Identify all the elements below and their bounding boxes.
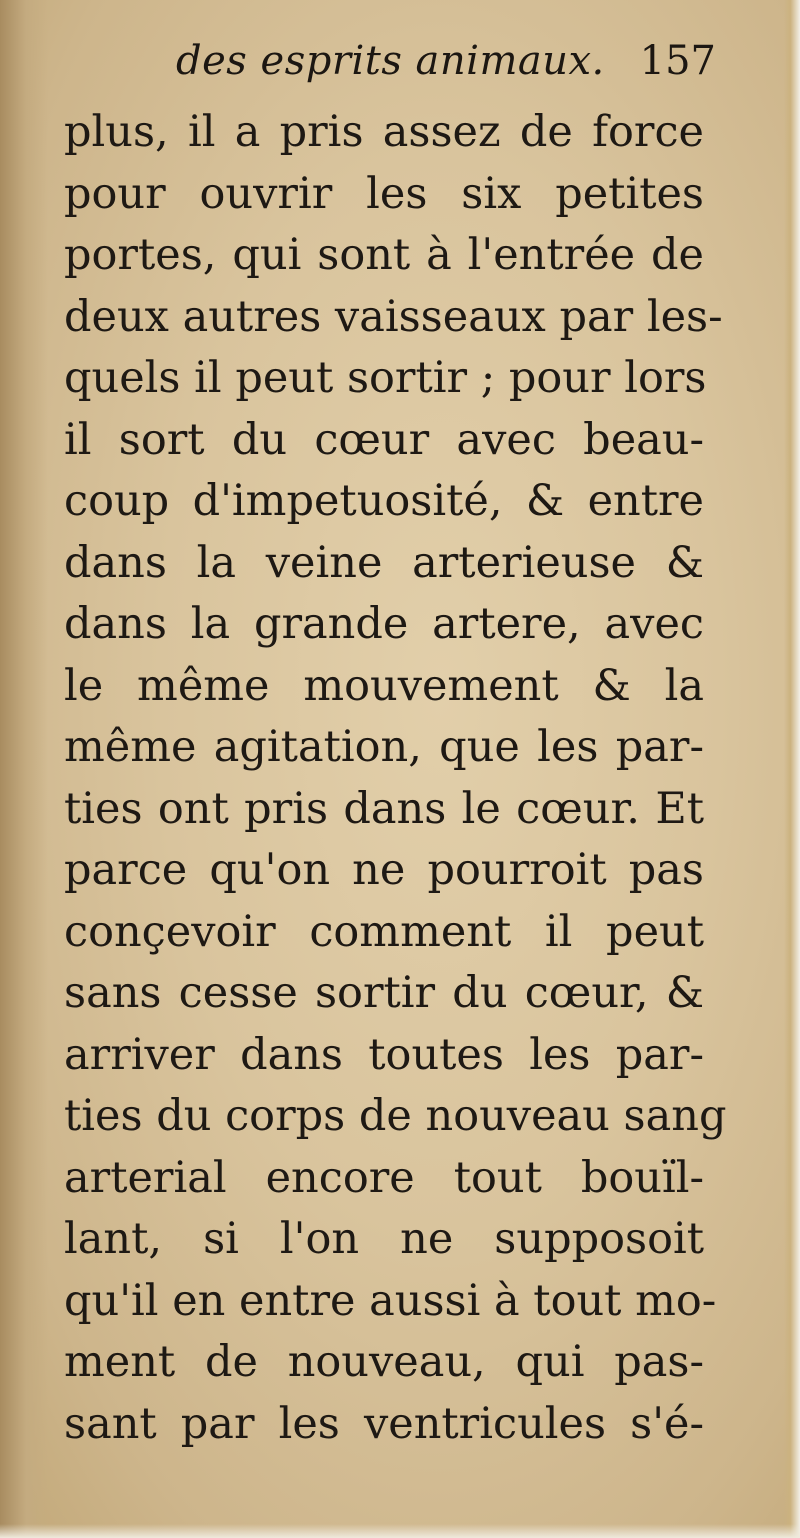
text-line: même agitation, que les par- [64,722,704,772]
text-line: parce qu'on ne pourroit pas [64,845,704,895]
text-line: arterial encore tout bouïl- [64,1152,704,1203]
text-line: ties du corps de nouveau sang [64,1091,727,1141]
text-line: dans la veine arterieuse & [64,537,704,588]
page-right-edge [784,0,800,1538]
page-bottom-edge [0,1524,800,1538]
text-line: ment de nouveau, qui pas- [64,1337,704,1387]
page-gutter-shadow [0,0,48,1538]
page-number: 157 [639,38,716,84]
text-line: pour ouvrir les six petites [64,168,704,219]
text-line: portes, qui sont à l'entrée de [64,230,704,280]
text-line: coup d'impetuosité, & entre [64,476,704,526]
text-line: arriver dans toutes les par- [64,1029,704,1080]
page-header [176,38,716,98]
text-line: ties ont pris dans le cœur. Et [64,783,704,834]
text-line: sans cesse sortir du cœur, & [64,968,704,1018]
running-title: des esprits animaux. [176,38,605,84]
text-line: sant par les ventricules s'é- [64,1398,704,1449]
text-line: le même mouvement & la [64,660,704,711]
text-line: qu'il en entre aussi à tout mo- [64,1275,717,1326]
text-line: plus, il a pris assez de force [64,107,704,157]
text-line: dans la grande artere, avec [64,599,704,649]
text-line: deux autres vaisseaux par les- [64,291,723,342]
text-line: il sort du cœur avec beau- [64,414,704,465]
text-line: lant, si l'on ne supposoit [64,1214,704,1264]
text-line: quels il peut sortir ; pour lors [64,353,707,403]
body-text [64,102,727,1455]
text-line: conçevoir comment il peut [64,906,704,957]
